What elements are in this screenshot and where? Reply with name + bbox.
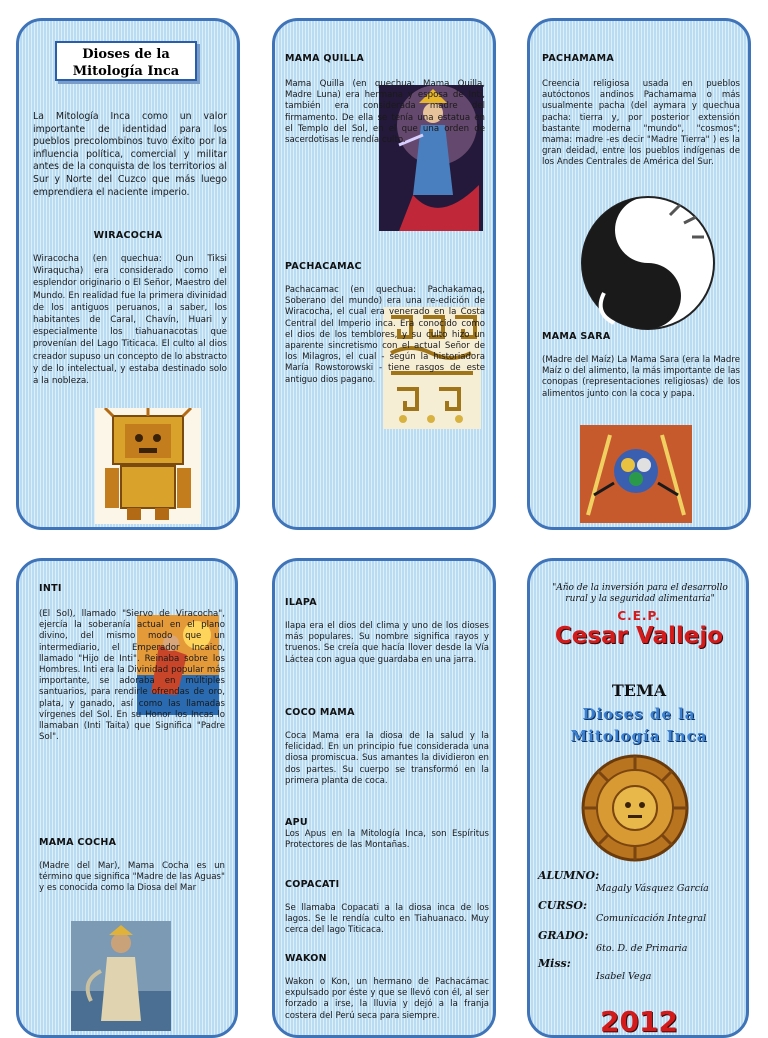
cocha-figure-icon [71,921,171,1031]
grado-value: 6to. D. de Primaria [596,943,688,954]
panel-ilapa-wakon [272,558,496,1038]
panel-intro [16,18,240,530]
sara-painting-icon [580,425,692,523]
miss-value: Isabel Vega [596,971,652,982]
cocha-heading: MAMA COCHA [39,837,117,848]
grado-label: GRADO: [538,929,589,942]
brochure-title [55,41,197,81]
pachacamac-heading: PACHACAMAC [285,261,362,272]
pachamama-yin-yang-icon [574,193,722,333]
copacati-heading: COPACATI [285,879,340,890]
pachamama-text: Creencia religiosa usada en pueblos autóctonos andinos Pachamama o más usualmente pacha (del aymara y quechua pacha: tierra y, por posterior extensión bastante moderna "mundo", "cosmos"; mama: madre -es decir "Madre Tierra" ) es la gran deidad, entre los pueblos indígenas de los Andes Centrales de América del Sur. [542,79,740,168]
coco-heading: COCO MAMA [285,707,355,718]
pachamama-heading: PACHAMAMA [542,53,615,64]
inca-sun-icon [580,753,690,863]
cep-label: C.E.P. [617,609,661,623]
apu-text: Los Apus en la Mitología Inca, son Espíritus Protectores de las Montañas. [285,829,489,851]
cocha-text: (Madre del Mar), Mama Cocha es un término que significa "Madre de las Aguas" y es conocida como la Diosa del Mar [39,861,225,894]
tema-title: Dioses de la Mitología Inca [570,705,708,745]
wiracocha-figure-icon [95,408,201,524]
panel-pachamama-sara [527,18,751,530]
brochure-title-text: Dioses de la Mitología Inca [72,47,180,79]
school-name: Cesar Vallejo [554,623,724,649]
panel-quilla-pachacamac [272,18,496,530]
ilapa-text: Ilapa era el dios del clima y uno de los dioses más populares. Su nombre significa rayos y truenos. Se creía que hacía llover desde la Vía Láctea con agua que guardaba en una jarra. [285,621,489,665]
wakon-text: Wakon o Kon, un hermano de Pachacámac expulsado por éste y que se llevó con él, al ser forzado a irse, la lluvia y dejó a la franja costera del Perú seca para siempre. [285,977,489,1021]
inti-heading: INTI [39,583,62,594]
pachacamac-text: Pachacamac (en quechua: Pachakamaq, Soberano del mundo) era una re-edición de Wiracocha, el cual era venerado en la Costa Central del Imperio inca. Era conocido como el dios de los temblores, y su culto hizo un aparente sincretismo con el actual Señor de los Milagros, el cual - según la historiadora María Rowstorowski - tiene rasgos de este antiguo dios pagano. [285,285,485,385]
alumno-label: ALUMNO: [538,869,600,882]
quilla-text: Mama Quilla (en quechua: Mama Quilla, Madre Luna) era hermana y esposa de Inti, también era considerada madre del firmamento. De ella se tenía una estatua en el Templo del Sol, en el que una orden de sacerdotisas le rendía culto. [285,79,485,146]
sara-text: (Madre del Maíz) La Mama Sara (era la Madre Maíz o del alimento, la más importante de las conopas (representaciones religiosas) de los alimentos junto con la coca y papa. [542,355,740,399]
motto: "Año de la inversión para el desarrollo rural y la seguridad alimentaria" [552,583,728,604]
intro-text: La Mitología Inca como un valor importante de identidad para los pueblos precolombinos tuvo éxito por la influencia política, comercial y militar antes de la conquista de los territorios al Sur y Norte del Cuzco que más luego emprendiera el naciente imperio. [33,111,227,198]
panel-cover [527,558,749,1038]
sara-image [580,425,692,523]
pachamama-image [574,193,722,333]
wiracocha-text: Wiracocha (en quechua: Qun Tiksi Wiraqucha) era considerado como el esplendor originario o El Señor, Maestro del Mundo. En realidad fue la primera divinidad de los antiguos peruanos, a saber, los habitantes de Caral, Chavín, Huari y especialmente los tiahuanacotas que provenían del Lago Titicaca. El culto al dios creador supuso un concepto de lo abstracto y de lo intelectual, y estaba destinado solo a la nobleza. [33,254,227,387]
sara-heading: MAMA SARA [542,331,611,342]
inti-text: (El Sol), llamado "Siervo de Viracocha", ejercía la soberanía actual en el plano divino, del mismo modo que un intermediario, el Emperador Incaico, llamado "Hijo de Inti". Reinaba sobre los Hombres. Inti era la Divinidad popular más importante, se adoraba en múltiples santuarios, para rendirle ofrendas de oro, plata, y ganado, así como las llamadas vírgenes del Sol. En su Honor los Incas lo llamaban (Inti Taita) que Significa "Padre Sol". [39,609,225,743]
wiracocha-heading: WIRACOCHA [93,230,163,241]
curso-label: CURSO: [538,899,588,912]
tema-label: TEMA [611,681,667,700]
curso-value: Comunicación Integral [596,913,707,924]
miss-label: Miss: [538,957,571,970]
wiracocha-image [95,408,201,524]
ilapa-heading: ILAPA [285,597,317,608]
alumno-value: Magaly Vásquez García [596,883,709,894]
apu-heading: APU [285,817,308,828]
quilla-heading: MAMA QUILLA [285,53,365,64]
cocha-image [71,921,171,1031]
copacati-text: Se llamaba Copacati a la diosa inca de los lagos. Se le rendía culto en Tiahuanaco. Muy cerca del lago Titicaca. [285,903,489,936]
panel-inti-cocha [16,558,238,1038]
wakon-heading: WAKON [285,953,327,964]
inca-sun-image [580,753,690,863]
coco-text: Coca Mama era la diosa de la salud y la felicidad. En un principio fue considerada una diosa promiscua. Sus amantes la dividieron en dos partes. Su cuerpo se transformó en la primera planta de coca. [285,731,489,786]
year: 2012 [600,1005,678,1038]
